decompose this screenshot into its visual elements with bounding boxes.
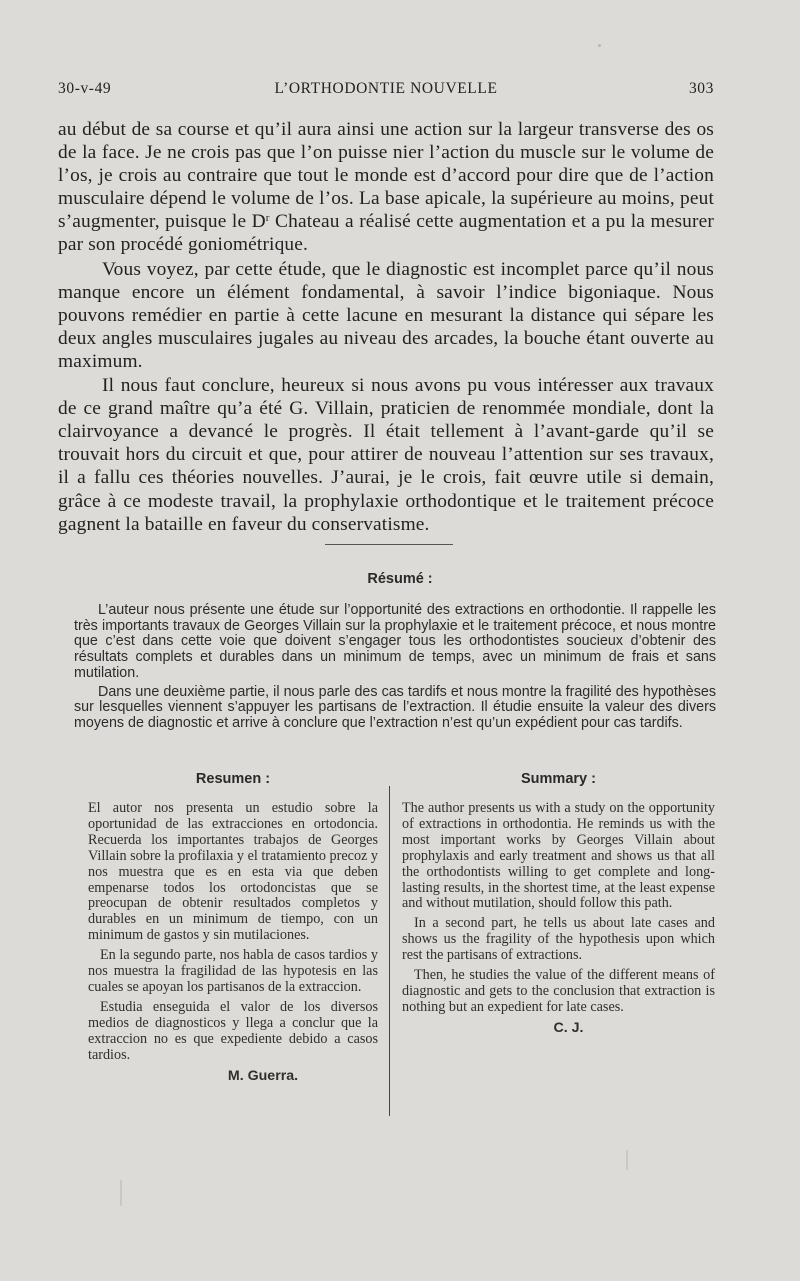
resume-paragraph-1: L’auteur nous présente une étude sur l’opportunité des extractions en orthodontie. Il rappelle les très importants travaux de Georges Villain sur la prophylaxie et le traitement précoce, et nous montre que c’est dans cette voie que doivent s’engager tous les orthodontistes soucieux d’obtenir des résultats complets et durables dans un minimum de temps, avec un minimum de frais et sans mutilation. — [74, 602, 716, 681]
section-divider — [325, 544, 453, 545]
resume-heading: Résumé : — [367, 571, 433, 587]
doctor-abbrev-superscript: r — [265, 212, 270, 225]
pencil-mark — [120, 1180, 122, 1206]
article-body — [58, 118, 714, 536]
summary-column — [402, 801, 715, 1037]
resumen-heading: Resumen : — [195, 771, 271, 787]
body-paragraph-3: Il nous faut conclure, heureux si nous avons pu vous intéresser aux travaux de ce grand maître qu’a été G. Villain, praticien de renommée mondiale, dont la clairvoyance a devancé le progrès. Il était tellement à l’avant-garde qu’il se trouvait hors du circuit et que, pour attirer de nouveau l’attention sur ses travaux, il a fallu ces théories nouvelles. J’aurai, je le crois, fait œuvre utile si demain, grâce à ce modeste travail, la prophylaxie orthodontique et le traitement précoce gagnent la bataille en faveur du conservatisme. — [58, 375, 714, 535]
body-paragraph-1-end: Chateau a réalisé cette augmentation et a pu la mesurer par son procédé goniométrique. — [58, 211, 714, 256]
resumen-paragraph-3: Estudia enseguida el valor de los diversos medios de diagnosticos y llega a conclur que la extraccion no es que expediente debido a casos tardios. — [88, 998, 378, 1063]
resumen-signature: M. Guerra. — [227, 1067, 299, 1084]
resumen-paragraph-1: El autor nos presenta un estudio sobre la oportunidad de las extracciones en ortodoncia. Recuerda los importantes trabajos de Georges Villain sobre la profilaxia y el tratamiento precoz y nos muestra que es en esta via que deben empenarse todos los ortodoncistas que se preocupan de obtenir resultados completos y durables en un minimum de tiempo, con un minimum de gastos y sin mutilaciones. — [88, 800, 378, 944]
column-separator — [389, 786, 390, 1116]
resumen-paragraph-2: En la segundo parte, nos habla de casos tardios y nos muestra la fragilidad de las hypotesis en las cuales se apoyan los partisanos de la extraccion. — [88, 947, 378, 995]
paper-speck — [598, 44, 601, 47]
pencil-mark — [626, 1150, 628, 1170]
body-paragraph-2: Vous voyez, par cette étude, que le diagnostic est incomplet parce qu’il nous manque encore un élément fondamental, à savoir l’indice bigoniaque. Nous pouvons remédier en partie à cette lacune en mesurant la distance qui sépare les deux angles musculaires jugales au niveau des arcades, la bouche étant ouverte au maximum. — [58, 258, 714, 372]
resume-section — [74, 603, 716, 732]
page-number: 303 — [688, 80, 714, 97]
issue-date: 30-v-49 — [58, 80, 112, 97]
summary-paragraph-3: Then, he studies the value of the different means of diagnostic and gets to the conclusion that extraction is nothing but an expedient for late cases. — [402, 967, 715, 1015]
body-paragraph-1 — [58, 118, 714, 257]
body-paragraph-1-text: au début de sa course et qu’il aura ainsi une action sur la largeur transverse des os de la face. Je ne crois pas que l’on puisse nier l’action du muscle sur le volume de l’os, je crois au contraire que tout le monde est d’accord pour dire que de l’action musculaire dépend le volume de l’os. La base apicale, la supérieure au moins, peut s’augmenter, puisque le D — [58, 119, 714, 233]
journal-title: L’ORTHODONTIE NOUVELLE — [274, 80, 498, 97]
summary-signature: C. J. — [553, 1019, 584, 1036]
running-header — [58, 80, 714, 104]
resume-paragraph-2: Dans une deuxième partie, il nous parle des cas tardifs et nous montre la fragilité des hypothèses sur lesquelles viennent s’appuyer les partisans de l’extraction. Il étudie ensuite la valeur des divers moyens de diagnostic et arrive à conclure que l’extraction n’est qu’un expédient pour cas tardifs. — [74, 683, 716, 731]
resumen-column — [88, 801, 378, 1084]
summary-heading: Summary : — [521, 771, 596, 787]
summary-paragraph-2: In a second part, he tells us about late cases and shows us the fragility of the hypothesis upon which rest the partisans of extractions. — [402, 915, 715, 964]
summary-paragraph-1: The author presents us with a study on the opportunity of extractions in orthodontia. He reminds us with the most important works by Georges Villain about prophylaxis and early treatment and shows us that all the orthodontists willing to get complete and long-lasting results, in the shortest time, at the least expense and without mutilation, should follow this path. — [402, 800, 715, 912]
